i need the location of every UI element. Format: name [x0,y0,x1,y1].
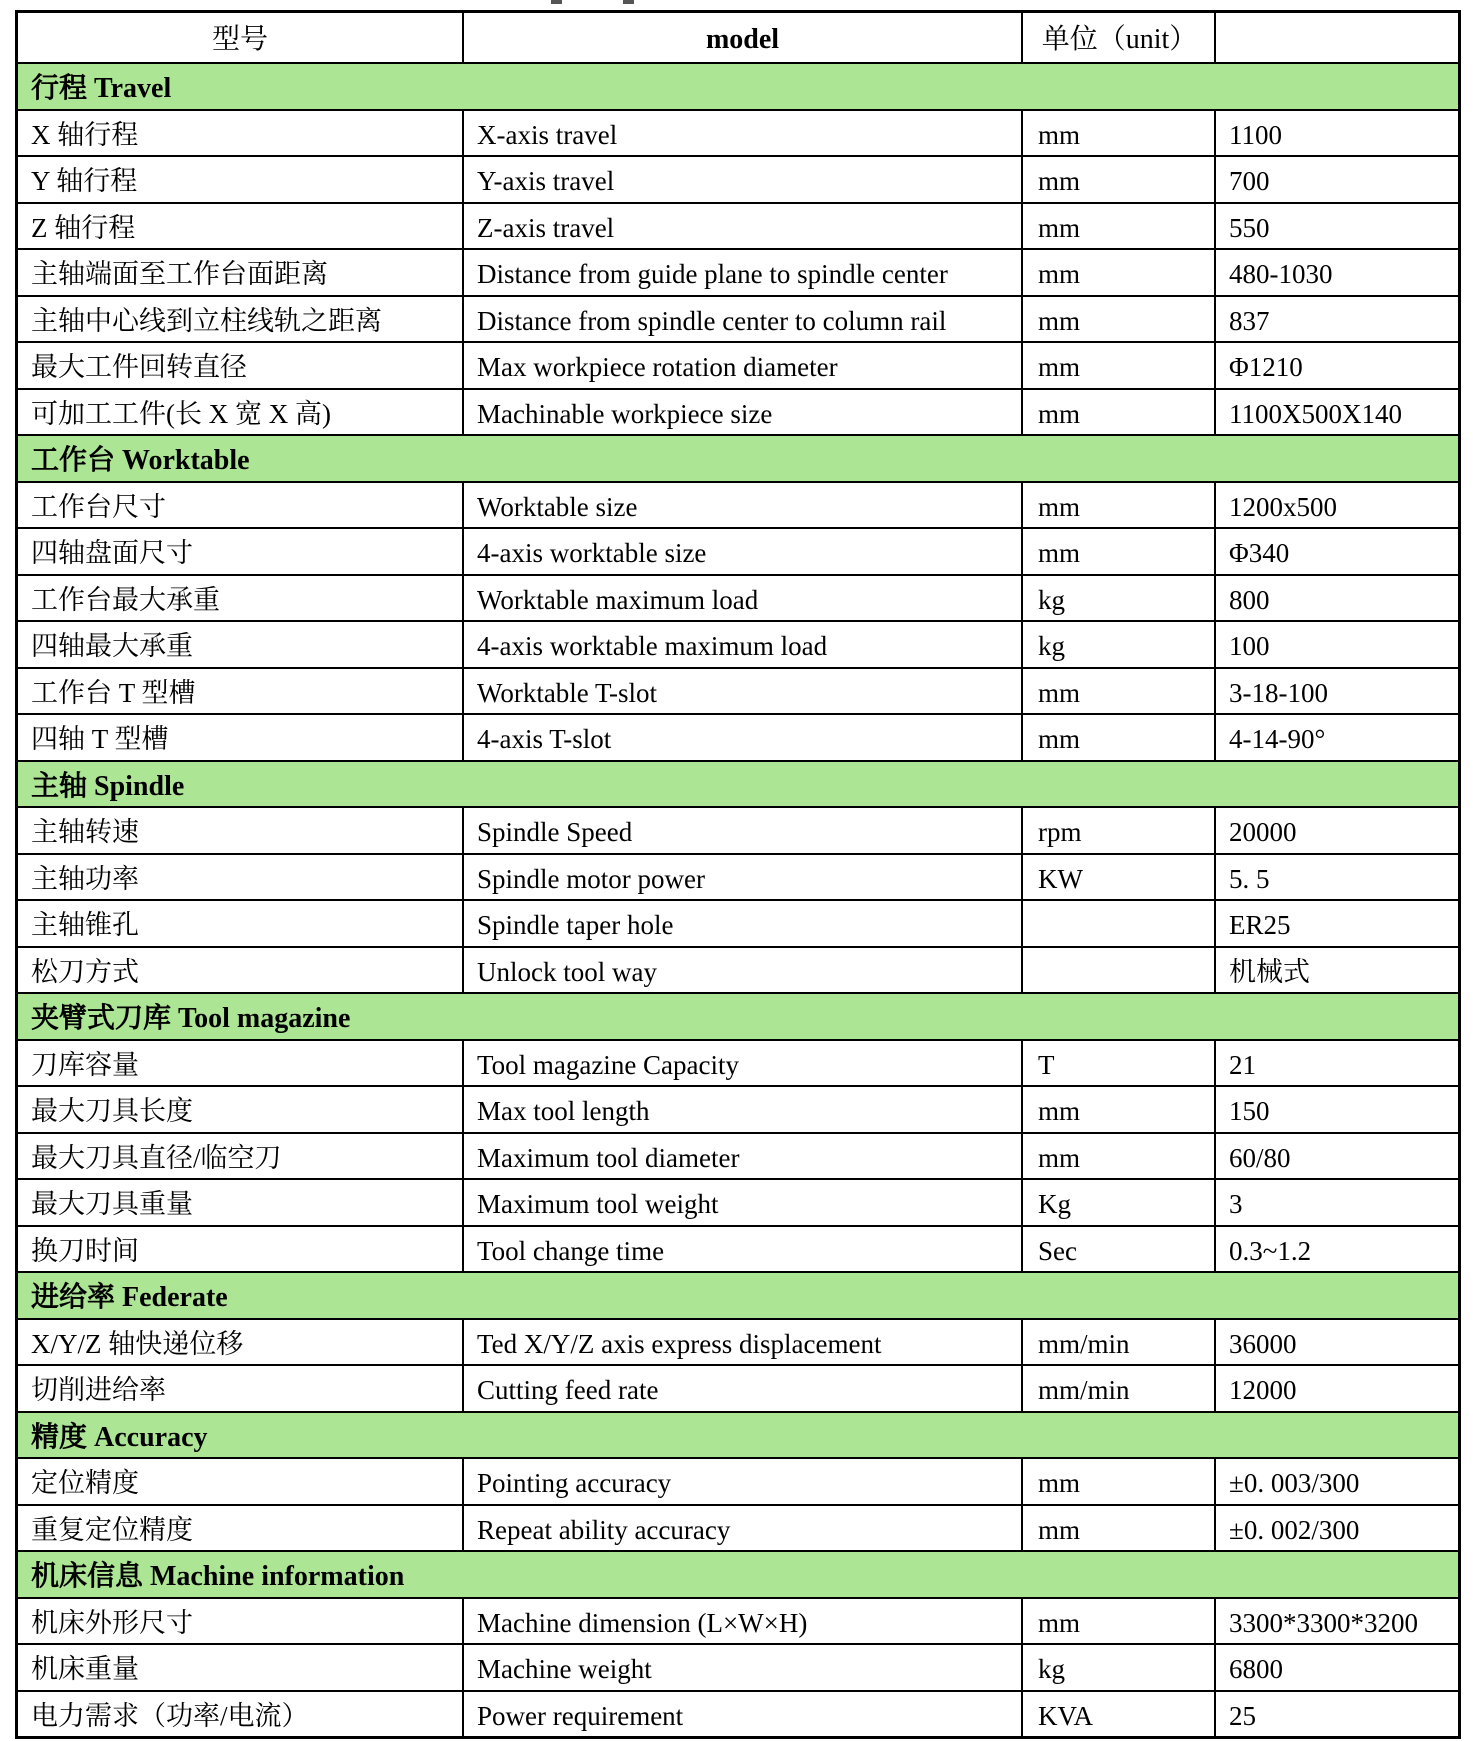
cell-name-en [462,948,1021,993]
cell-name-en [462,855,1021,900]
cell-name-cn-text: 机床重量 [31,1654,139,1685]
cell-name-cn [18,529,462,574]
cell-name-cn-text: 机床外形尺寸 [31,1607,193,1638]
cell-unit [1021,1645,1214,1690]
cell-unit-text: mm [1038,259,1081,290]
cell-name-en-text: Repeat ability accuracy [477,1514,731,1545]
cell-unit [1021,483,1214,528]
cell-name-cn-text: 主轴端面至工作台面距离 [31,259,328,290]
cell-value-text: 0.3~1.2 [1229,1235,1312,1266]
table-row [18,1039,1458,1086]
cell-unit [1021,1506,1214,1551]
cell-name-cn [18,1180,462,1225]
cell-name-cn [18,1320,462,1365]
cell-value [1214,1320,1458,1365]
cell-name-en [462,1320,1021,1365]
section-header-row [18,62,1458,109]
cell-name-cn-text: 最大刀具长度 [31,1096,193,1127]
table-row [18,620,1458,667]
cropped-glyph-mark [623,0,634,4]
cell-value [1214,1645,1458,1690]
cell-name-cn [18,1041,462,1086]
cell-value [1214,1459,1458,1504]
cell-name-cn [18,1645,462,1690]
cell-name-en [462,1459,1021,1504]
section-header-row [18,434,1458,481]
table-row [18,1132,1458,1179]
cell-value [1214,111,1458,156]
cell-unit [1021,808,1214,853]
cell-unit [1021,1227,1214,1272]
cell-unit [1021,948,1214,993]
cell-unit [1021,1180,1214,1225]
cell-name-cn-text: X/Y/Z 轴快递位移 [31,1328,244,1359]
cell-unit-text: KVA [1038,1700,1094,1731]
cell-value-text: 837 [1229,305,1270,336]
cell-unit-text: mm [1038,1468,1081,1499]
cell-value [1214,576,1458,621]
cell-unit-text: mm [1038,1607,1081,1638]
cell-name-en [462,1180,1021,1225]
cell-name-en-text: Pointing accuracy [477,1468,672,1499]
cell-name-en [462,1645,1021,1690]
section-header-row [18,760,1458,807]
cell-name-cn-text: X 轴行程 [31,119,139,150]
cell-unit-text: rpm [1038,817,1082,848]
table-row [18,295,1458,342]
cell-name-cn-text: Y 轴行程 [31,166,138,197]
cell-name-en-text: Unlock tool way [477,956,657,987]
cell-unit [1021,390,1214,435]
table-row [18,853,1458,900]
cell-unit-text: mm [1038,538,1081,569]
cell-value-text: 550 [1229,212,1270,243]
cell-value-text: 3-18-100 [1229,677,1328,708]
table-row [18,1318,1458,1365]
cell-name-en [462,669,1021,714]
cell-name-cn-text: 主轴中心线到立柱线轨之距离 [31,305,382,336]
cell-unit-text: kg [1038,631,1065,662]
cell-value-text: 3300*3300*3200 [1229,1607,1418,1638]
table-row [18,1504,1458,1551]
cell-unit [1021,1366,1214,1411]
cell-value [1214,1180,1458,1225]
cell-name-cn-text: 刀库容量 [31,1049,139,1080]
cell-unit [1021,343,1214,388]
cell-unit-text: Kg [1038,1189,1071,1220]
cell-value [1214,1599,1458,1644]
cell-value-text: Φ340 [1229,538,1290,569]
cell-name-en [462,1599,1021,1644]
cell-name-en-text: Z-axis travel [477,212,615,243]
cell-unit [1021,855,1214,900]
header-label: model [705,23,780,55]
cell-name-cn-text: 最大工件回转直径 [31,352,247,383]
table-row [18,1225,1458,1272]
cell-value [1214,1506,1458,1551]
table-header-row [18,13,1458,62]
cell-unit [1021,622,1214,667]
cell-unit-text: kg [1038,584,1065,615]
cell-value-text: 25 [1229,1700,1256,1731]
cell-name-cn [18,808,462,853]
cell-name-cn-text: 最大刀具重量 [31,1189,193,1220]
section-header-row [18,1411,1458,1458]
table-row [18,713,1458,760]
cell-name-cn-text: 四轴 T 型槽 [31,724,169,755]
cell-name-cn [18,669,462,714]
cell-unit-text: mm [1038,398,1081,429]
cell-name-cn [18,715,462,760]
table-row [18,109,1458,156]
cell-value [1214,901,1458,946]
cell-unit [1021,1459,1214,1504]
cell-value [1214,250,1458,295]
cell-unit-text: kg [1038,1654,1065,1685]
cell-value [1214,1692,1458,1737]
cell-name-cn-text: 工作台尺寸 [31,491,166,522]
cell-name-en [462,1506,1021,1551]
cell-unit-text: mm [1038,724,1081,755]
cell-value-text: 1200x500 [1229,491,1337,522]
cell-name-cn-text: 主轴锥孔 [31,910,139,941]
table-row [18,481,1458,528]
cell-name-en-text: 4-axis worktable size [477,538,707,569]
cell-value-text: 100 [1229,631,1270,662]
cell-value-text: 150 [1229,1096,1270,1127]
cell-unit-text: mm [1038,119,1081,150]
cell-value [1214,483,1458,528]
cell-unit-text: mm [1038,491,1081,522]
cell-name-en [462,529,1021,574]
cell-name-cn-text: 重复定位精度 [31,1514,193,1545]
cell-name-en-text: Worktable size [477,491,638,522]
cell-name-en [462,901,1021,946]
cell-value [1214,1087,1458,1132]
cell-name-cn-text: 松刀方式 [31,956,139,987]
cell-name-cn [18,390,462,435]
cell-unit [1021,576,1214,621]
table-row [18,155,1458,202]
table-row [18,248,1458,295]
cell-name-en-text: Maximum tool diameter [477,1142,740,1173]
cell-name-en [462,343,1021,388]
table-body [18,62,1458,1736]
cell-name-cn [18,1366,462,1411]
cell-name-cn-text: 主轴功率 [31,863,139,894]
cell-unit [1021,1087,1214,1132]
section-title: 主轴 Spindle [31,770,185,802]
cell-value-text: 5. 5 [1229,863,1270,894]
cell-name-en-text: Distance from guide plane to spindle center [477,259,948,290]
cell-name-cn-text: 四轴最大承重 [31,631,193,662]
cell-name-cn-text: 切削进给率 [31,1375,166,1406]
section-title: 机床信息 Machine information [31,1561,405,1593]
cell-value [1214,669,1458,714]
cell-unit [1021,901,1214,946]
table-row [18,1690,1458,1737]
cell-value-text: 机械式 [1229,956,1310,987]
cell-name-cn-text: 主轴转速 [31,817,139,848]
header-cell-unit [1021,13,1214,62]
section-title: 行程 Travel [31,73,172,105]
cell-value [1214,1134,1458,1179]
table-row [18,527,1458,574]
header-label: 单位（unit） [1041,23,1198,55]
header-cell-value [1214,13,1458,62]
cell-name-cn-text: 换刀时间 [31,1235,139,1266]
cell-name-cn [18,855,462,900]
cell-value-text: ±0. 002/300 [1229,1514,1360,1545]
cell-name-cn [18,297,462,342]
cell-name-en-text: Tool magazine Capacity [477,1049,740,1080]
cell-name-en [462,483,1021,528]
cell-value-text: 60/80 [1229,1142,1291,1173]
table-row [18,202,1458,249]
cell-value [1214,1227,1458,1272]
cell-name-cn-text: Z 轴行程 [31,212,136,243]
header-cell-model-en [462,13,1021,62]
cell-name-en-text: Worktable maximum load [477,584,759,615]
cell-name-cn [18,111,462,156]
cell-unit [1021,1692,1214,1737]
cell-name-cn [18,901,462,946]
cell-value [1214,855,1458,900]
cell-value-text: 36000 [1229,1328,1297,1359]
cell-name-en [462,1041,1021,1086]
cell-name-en-text: Y-axis travel [477,166,615,197]
cell-name-en-text: Cutting feed rate [477,1375,659,1406]
cell-name-en [462,1692,1021,1737]
cell-name-en-text: Spindle Speed [477,817,633,848]
cell-name-cn [18,1134,462,1179]
cell-name-en [462,204,1021,249]
cell-name-en [462,622,1021,667]
table-row [18,667,1458,714]
cell-value-text: 1100X500X140 [1229,398,1402,429]
cell-unit-text: Sec [1038,1235,1077,1266]
cell-name-en [462,1366,1021,1411]
section-header-row [18,1550,1458,1597]
cell-name-cn-text: 定位精度 [31,1468,139,1499]
cell-name-en [462,576,1021,621]
cell-name-cn [18,204,462,249]
cell-unit [1021,250,1214,295]
cell-name-cn-text: 工作台 T 型槽 [31,677,196,708]
cropped-glyph-mark [551,0,562,4]
cell-value-text: 700 [1229,166,1270,197]
cell-value-text: 20000 [1229,817,1297,848]
cell-value-text: ER25 [1229,910,1291,941]
cell-name-cn-text: 四轴盘面尺寸 [31,538,193,569]
cell-unit [1021,529,1214,574]
cell-value-text: 21 [1229,1049,1256,1080]
cell-name-cn [18,948,462,993]
table-row [18,946,1458,993]
cell-name-en-text: 4-axis T-slot [477,724,612,755]
cell-name-en-text: X-axis travel [477,119,618,150]
cell-name-en-text: Spindle taper hole [477,910,674,941]
cell-unit [1021,1134,1214,1179]
cell-unit [1021,1320,1214,1365]
cell-name-en [462,157,1021,202]
cell-unit-text: mm [1038,352,1081,383]
cell-value [1214,808,1458,853]
header-cell-model-cn [18,13,462,62]
spec-table [15,10,1461,1739]
cell-name-en-text: Max tool length [477,1096,650,1127]
table-row [18,1178,1458,1225]
cell-name-cn [18,1459,462,1504]
cell-name-en-text: Machinable workpiece size [477,398,773,429]
cell-name-cn [18,1506,462,1551]
section-header-row [18,1271,1458,1318]
cell-name-en-text: Power requirement [477,1700,684,1731]
cell-name-cn [18,343,462,388]
cell-name-en-text: 4-axis worktable maximum load [477,631,828,662]
cell-unit-text: mm [1038,1514,1081,1545]
cell-unit [1021,157,1214,202]
cell-value [1214,297,1458,342]
cell-name-cn [18,1227,462,1272]
section-title: 夹臂式刀库 Tool magazine [31,1003,351,1035]
cell-name-en [462,250,1021,295]
cell-value [1214,1366,1458,1411]
table-row [18,806,1458,853]
cell-name-en [462,390,1021,435]
section-title: 进给率 Federate [31,1282,228,1314]
cell-value [1214,343,1458,388]
cell-value [1214,157,1458,202]
cell-name-cn [18,1599,462,1644]
cell-name-en-text: Maximum tool weight [477,1189,719,1220]
cell-unit [1021,111,1214,156]
section-title: 精度 Accuracy [31,1421,208,1453]
cell-value [1214,622,1458,667]
cell-unit [1021,715,1214,760]
cell-name-cn [18,622,462,667]
cell-unit-text: T [1038,1049,1055,1080]
table-row [18,1085,1458,1132]
cell-unit-text: mm [1038,305,1081,336]
cell-unit [1021,1599,1214,1644]
table-row [18,1643,1458,1690]
cell-name-en-text: Ted X/Y/Z axis express displacement [477,1328,882,1359]
cell-value-text: 1100 [1229,119,1282,150]
header-label: 型号 [211,23,268,55]
cell-unit [1021,1041,1214,1086]
cell-name-en-text: Tool change time [477,1235,665,1266]
cell-value-text: 480-1030 [1229,259,1333,290]
cell-value-text: 3 [1229,1189,1243,1220]
table-row [18,388,1458,435]
cell-unit [1021,669,1214,714]
cell-name-cn [18,157,462,202]
cell-name-en-text: Worktable T-slot [477,677,658,708]
table-row [18,1364,1458,1411]
cell-name-en [462,715,1021,760]
cell-unit-text: KW [1038,863,1083,894]
cell-value-text: 6800 [1229,1654,1283,1685]
cell-name-en [462,297,1021,342]
cell-name-cn-text: 电力需求（功率/电流） [31,1700,309,1731]
cell-value-text: Φ1210 [1229,352,1303,383]
cell-name-en-text: Spindle motor power [477,863,705,894]
table-row [18,574,1458,621]
cell-unit [1021,297,1214,342]
cell-name-en [462,808,1021,853]
cell-unit [1021,204,1214,249]
cell-name-cn-text: 最大刀具直径/临空刀 [31,1142,282,1173]
section-title: 工作台 Worktable [31,445,250,477]
cell-name-cn [18,250,462,295]
cell-name-en [462,1087,1021,1132]
cell-value [1214,715,1458,760]
cell-value-text: 4-14-90° [1229,724,1326,755]
cell-value-text: 12000 [1229,1375,1297,1406]
cell-unit-text: mm [1038,1142,1081,1173]
cell-name-en [462,1227,1021,1272]
cell-value-text: 800 [1229,584,1270,615]
table-row [18,1597,1458,1644]
cell-name-en-text: Machine weight [477,1654,652,1685]
cell-name-cn [18,1087,462,1132]
cell-unit-text: mm [1038,166,1081,197]
section-header-row [18,992,1458,1039]
cell-value [1214,390,1458,435]
cell-name-cn-text: 工作台最大承重 [31,584,220,615]
cell-value [1214,948,1458,993]
cell-value [1214,204,1458,249]
cell-name-cn [18,483,462,528]
table-row [18,1457,1458,1504]
cell-value-text: ±0. 003/300 [1229,1468,1360,1499]
table-row [18,899,1458,946]
cell-name-en-text: Distance from spindle center to column rail [477,305,947,336]
cell-unit-text: mm/min [1038,1328,1130,1359]
cell-name-en-text: Max workpiece rotation diameter [477,352,838,383]
cell-unit-text: mm [1038,677,1081,708]
cell-unit-text: mm/min [1038,1375,1130,1406]
cell-unit-text: mm [1038,1096,1081,1127]
table-row [18,341,1458,388]
cell-name-en-text: Machine dimension (L×W×H) [477,1607,808,1638]
cell-name-en [462,1134,1021,1179]
cell-name-cn [18,576,462,621]
cell-name-cn-text: 可加工工件(长 X 宽 X 高) [31,398,331,429]
cell-name-cn [18,1692,462,1737]
cell-value [1214,1041,1458,1086]
cell-value [1214,529,1458,574]
cell-name-en [462,111,1021,156]
cell-unit-text: mm [1038,212,1081,243]
